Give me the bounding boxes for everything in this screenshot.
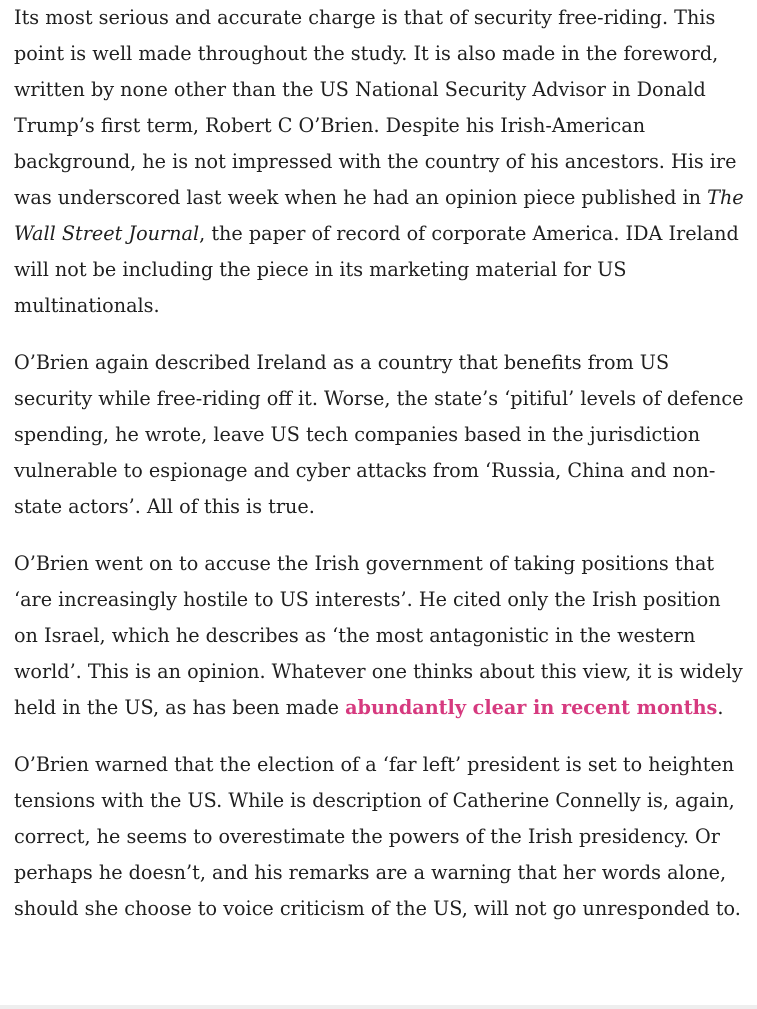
paragraph-3-text-a: O’Brien went on to accuse the Irish government of taking positions that ‘are increasingly hostile to US interests’. He cited only the Irish position on Israel, which he describes as ‘the most antagonistic in the western world’. This is an opinion. Whatever one thinks about this view, it is widely held in the US, as has been made (14, 552, 743, 719)
paragraph-3 (14, 546, 747, 726)
paragraph-1-text-a: Its most serious and accurate charge is that of security free-riding. This point is well made throughout the study. It is also made in the foreword, written by none other than the US National Security Advisor in Donald Trump’s first term, Robert C O’Brien. Despite his Irish-American background, he is not impressed with the country of his ancestors. His ire was underscored last week when he had an opinion piece published in (14, 6, 737, 209)
page-bottom-divider (0, 1005, 757, 1009)
paragraph-1 (14, 0, 747, 324)
article-body (14, 0, 747, 948)
paragraph-2: O’Brien again described Ireland as a country that benefits from US security while free-riding off it. Worse, the state’s ‘pitiful’ levels of defence spending, he wrote, leave US tech companies based in the jurisdiction vulnerable to espionage and cyber attacks from ‘Russia, China and non-state actors’. All of this is true. (14, 351, 744, 518)
abundantly-clear-link[interactable]: abundantly clear in recent months (345, 696, 718, 719)
publication-title: The Wall Street Journal (14, 186, 744, 245)
paragraph-3-text-b: . (717, 696, 724, 719)
paragraph-4: O’Brien warned that the election of a ‘far left’ president is set to heighten tensions with the US. While is description of Catherine Connelly is, again, correct, he seems to overestimate the powers of the Irish presidency. Or perhaps he doesn’t, and his remarks are a warning that her words alone, should she choose to voice criticism of the US, will not go unresponded to. (14, 753, 741, 920)
paragraph-1-text-b: , the paper of record of corporate America. IDA Ireland will not be including the piece in its marketing material for US multinationals. (14, 222, 739, 317)
